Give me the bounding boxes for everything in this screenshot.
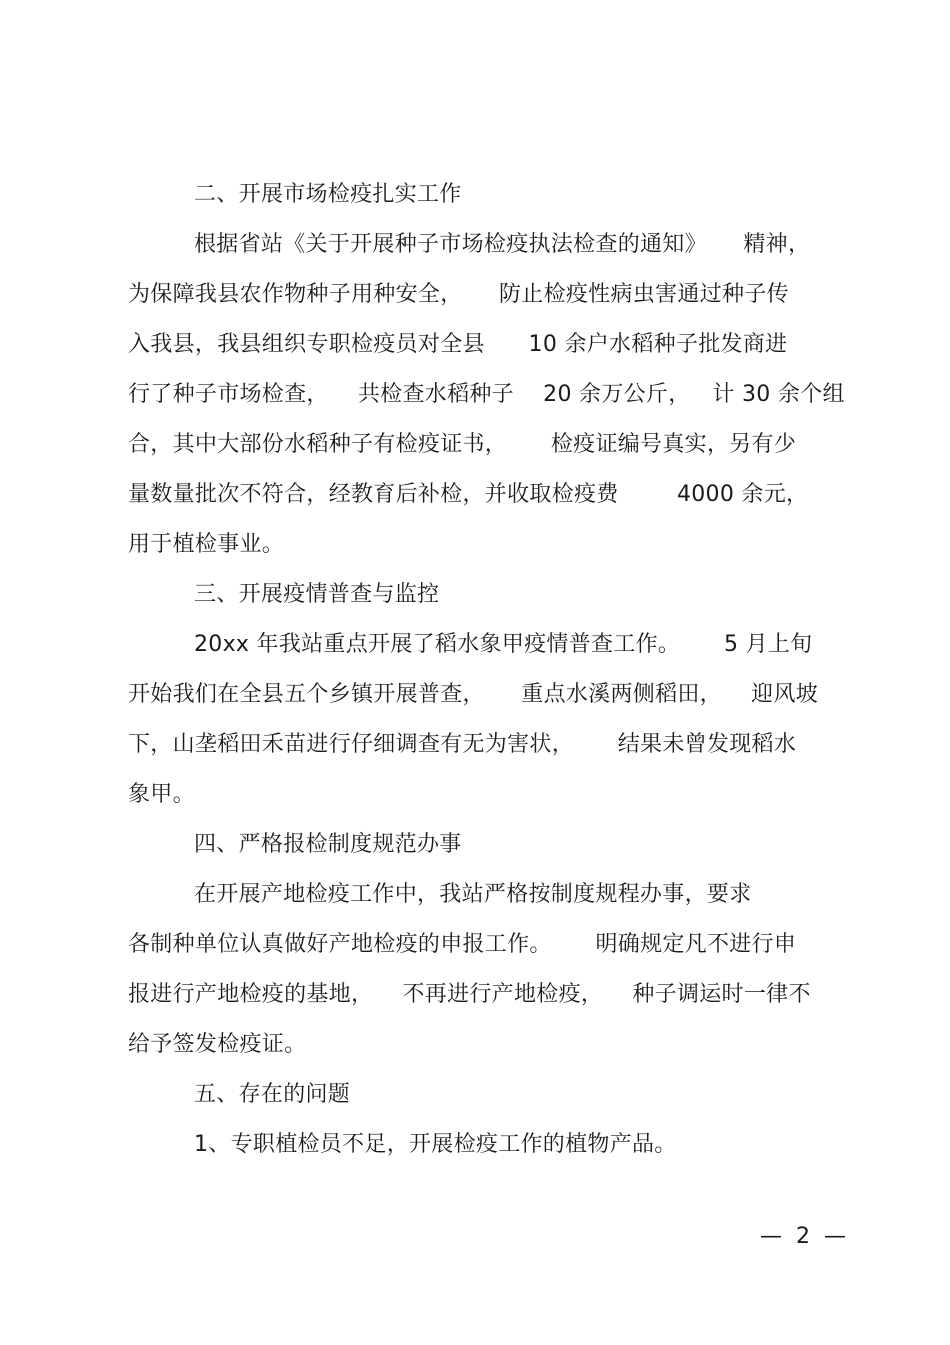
section-heading-3: 三、开展疫情普查与监控 (194, 582, 440, 607)
paragraph-line: 合，其中大部份水稻种子有检疫证书， 检疫证编号真实，另有少 (128, 432, 797, 457)
paragraph-line: 1、专职植检员不足，开展检疫工作的植物产品。 (194, 1132, 677, 1157)
section-heading-2: 二、开展市场检疫扎实工作 (194, 182, 462, 207)
section-heading-5: 五、存在的问题 (194, 1082, 351, 1107)
paragraph-line: 给予签发检疫证。 (128, 1032, 307, 1057)
page-number: — 2 — (760, 1224, 846, 1249)
paragraph-line: 行了种子市场检查， 共检查水稻种子 20 余万公斤， 计 30 余个组 (128, 382, 845, 407)
paragraph-line: 象甲。 (128, 782, 195, 807)
paragraph-line: 为保障我县农作物种子用种安全， 防止检疫性病虫害通过种子传 (128, 282, 789, 307)
paragraph-line: 入我县，我县组织专职检疫员对全县 10 余户水稻种子批发商进 (128, 332, 788, 357)
paragraph-line: 根据省站《关于开展种子市场检疫执法检查的通知》 精神， (194, 232, 811, 257)
section-heading-4: 四、严格报检制度规范办事 (194, 832, 462, 857)
paragraph-line: 各制种单位认真做好产地检疫的申报工作。 明确规定凡不进行申 (128, 932, 797, 957)
paragraph-line: 报进行产地检疫的基地， 不再进行产地检疫， 种子调运时一律不 (128, 982, 811, 1007)
paragraph-line: 下，山垄稻田禾苗进行仔细调查有无为害状， 结果未曾发现稻水 (128, 732, 797, 757)
paragraph-line: 用于植检事业。 (128, 532, 285, 557)
paragraph-line: 开始我们在全县五个乡镇开展普查， 重点水溪两侧稻田， 迎风坡 (128, 682, 819, 707)
paragraph-line: 20xx 年我站重点开展了稻水象甲疫情普查工作。 5 月上旬 (194, 632, 813, 657)
paragraph-line: 在开展产地检疫工作中，我站严格按制度规程办事，要求 (194, 882, 752, 907)
paragraph-line: 量数量批次不符合，经教育后补检，并收取检疫费 4000 余元， (128, 482, 809, 507)
